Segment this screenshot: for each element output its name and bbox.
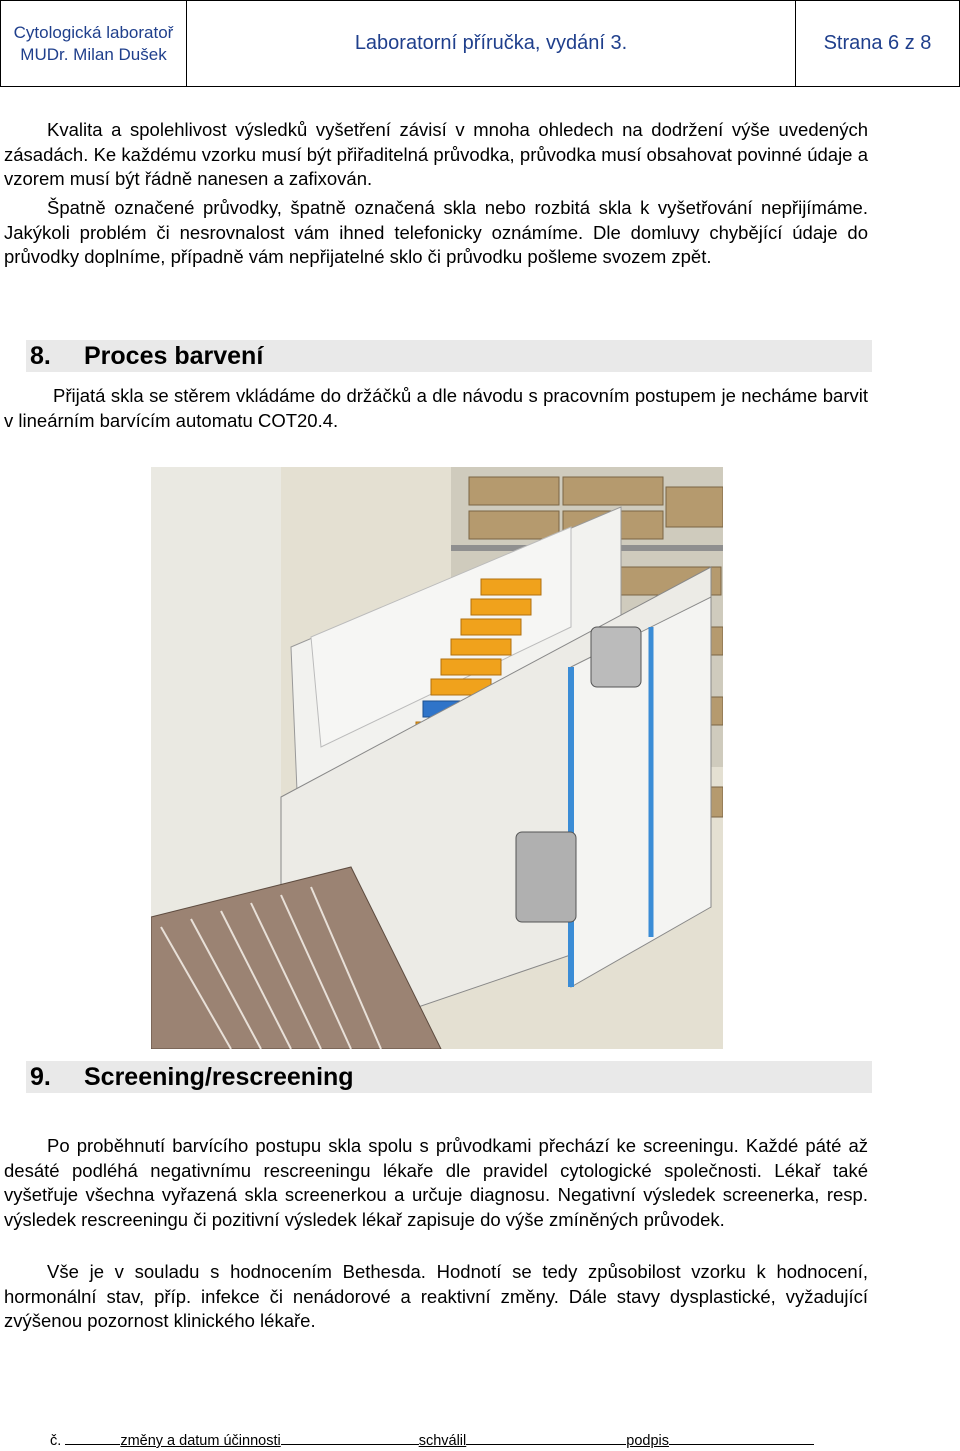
- lab-person: MUDr. Milan Dušek: [20, 44, 167, 64]
- section-9-paragraph-1: Po proběhnutí barvícího postupu skla spolu s průvodkami přechází ke screeningu. Každé páté až desáté podléhá negativnímu rescreeningu lékaře dle pravidel cytologické společnosti. Lékař také vyšetřuje všechna vyřazená skla screenerkou a určuje diagnosu. Negativní výsledek screenerka, resp. výsledek rescreeningu či pozitivní výsledek lékař zapisuje do výše zmíněných průvodek.: [4, 1135, 868, 1230]
- footer-signature-label: podpis: [626, 1433, 669, 1449]
- footer-line: [669, 1430, 814, 1445]
- staining-automat-photo: [151, 467, 723, 1049]
- header-lab-cell: [1, 1, 187, 86]
- footer-changes-label: změny a datum účinnosti: [120, 1433, 281, 1449]
- footer-line: [65, 1430, 120, 1445]
- section-9-number: 9.: [30, 1062, 51, 1091]
- section-8-text: Přijatá skla se stěrem vkládáme do držáčků a dle návodu s pracovním postupem je necháme barvit v lineárním barvícím automatu COT20.4.: [4, 385, 868, 431]
- section-8-heading: [26, 340, 872, 372]
- intro-paragraph-1: Kvalita a spolehlivost výsledků vyšetření závisí v mnoha ohledech na dodržení výše uvedených zásadách. Ke každému vzorku musí být přiřaditelná průvodka, průvodka musí obsahovat povinné údaje a vzorem musí být řádně nanesen a zafixován.: [4, 119, 868, 189]
- section-9-paragraph-2: Vše je v souladu s hodnocením Bethesda. Hodnotí se tedy způsobilost vzorku k hodnocení, hormonální stav, příp. infekce či nenádorové a reaktivní změny. Dále stavy dysplastické, vyžadující zvýšenou pozornost klinického lékaře.: [4, 1261, 868, 1331]
- page-number: Strana 6 z 8: [823, 32, 932, 54]
- document-title: Laboratorní příručka, vydání 3.: [187, 1, 796, 86]
- footer-approved-label: schválil: [418, 1433, 467, 1449]
- page-header: [0, 0, 960, 87]
- section-9-title: Screening/rescreening: [84, 1062, 354, 1091]
- lab-name: Cytologická laboratoř: [13, 22, 174, 42]
- intro-paragraph-2: Špatně označené průvodky, špatně označená skla nebo rozbitá skla k vyšetřování nepřijímáme. Jakýkoli problém či nesrovnalost vám ihned telefonicky oznámíme. Dle domluvy chybějící údaje do průvodky doplníme, případně vám nepřijatelné sklo či průvodku pošleme svozem zpět.: [4, 197, 868, 267]
- footer-number-label: č.: [50, 1433, 62, 1449]
- section-8-title: Proces barvení: [84, 341, 264, 370]
- footer-line: [281, 1430, 419, 1445]
- section-9-heading: [26, 1061, 872, 1093]
- section-8-number: 8.: [30, 341, 51, 370]
- footer-line: [466, 1430, 626, 1445]
- revision-footer: [50, 1430, 814, 1449]
